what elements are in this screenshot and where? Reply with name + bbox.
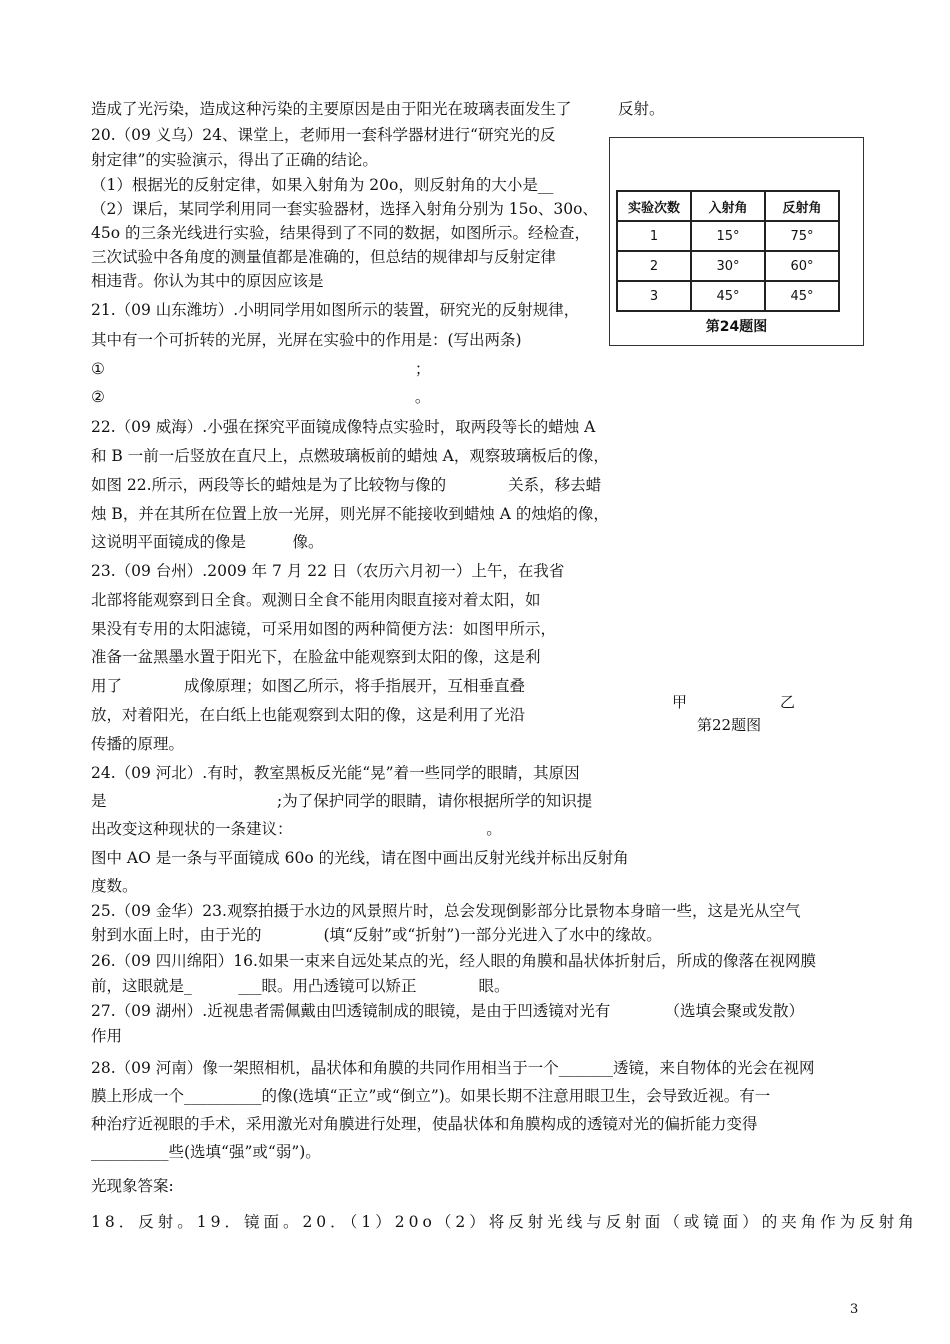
text-line: __________些(选填“强”或“弱”)。	[91, 1143, 321, 1161]
answers-heading: 光现象答案:	[91, 1177, 174, 1195]
text-line: ① ；	[91, 360, 431, 378]
table-cell: 1	[617, 221, 691, 251]
table-header: 实验次数	[617, 191, 691, 221]
table-cell: 30°	[691, 251, 765, 281]
text-line: 准备一盆黑墨水置于阳光下，在脸盆中能观察到太阳的像，这是利	[91, 648, 541, 666]
text-line: 射定律”的实验演示，得出了正确的结论。	[91, 151, 378, 169]
table-cell: 60°	[765, 251, 839, 281]
question-28: 28.（09 河南）像一架照相机，晶状体和角膜的共同作用相当于一个_______透镜，来自物体的光会在视网	[91, 1059, 815, 1077]
table-cell: 15°	[691, 221, 765, 251]
table-cell: 45°	[765, 281, 839, 311]
table-header: 入射角	[691, 191, 765, 221]
text-line: 烛 B，并在其所在位置上放一光屏，则光屏不能接收到蜡烛 A 的烛焰的像，	[91, 505, 609, 523]
question-27: 27.（09 湖州）.近视患者需佩戴由凹透镜制成的眼镜，是由于凹透镜对光有 （选填会聚或发散）	[91, 1002, 804, 1020]
text-line: 相违背。你认为其中的原因应该是	[91, 272, 324, 290]
text-line: 图中 AO 是一条与平面镜成 60o 的光线，请在图中画出反射光线并标出反射角	[91, 849, 629, 867]
text-line: ② 。	[91, 388, 431, 406]
text-line: （2）课后，某同学利用同一套实验器材，选择入射角分别为 15o、30o、	[91, 200, 598, 218]
table-cell: 2	[617, 251, 691, 281]
question-20: 20.（09 义乌）24、课堂上，老师用一套科学器材进行“研究光的反	[91, 126, 556, 144]
text-line: 用了 成像原理；如图乙所示，将手指展开，互相垂直叠	[91, 677, 526, 695]
question-24: 24.（09 河北）.有时，教室黑板反光能“晃”着一些同学的眼睛，其原因	[91, 764, 580, 782]
text-line: 种治疗近视眼的手术，采用激光对角膜进行处理，使晶状体和角膜构成的透镜对光的偏折能力变得	[91, 1115, 758, 1133]
question-21: 21.（09 山东潍坊）.小明同学用如图所示的装置，研究光的反射规律，	[91, 301, 580, 319]
text-line: 膜上形成一个__________的像(选填“正立”或“倒立”)。如果长期不注意用眼卫生，会导致近视。有一	[91, 1087, 771, 1105]
table-row	[617, 251, 839, 281]
question-23: 23.（09 台州）.2009 年 7 月 22 日（农历六月初一）上午，在我省	[91, 562, 565, 580]
text-line: 45o 的三条光线进行实验，结果得到了不同的数据，如图所示。经检查，	[91, 224, 590, 242]
text-line: 如图 22.所示，两段等长的蜡烛是为了比较物与像的 关系，移去蜡	[91, 476, 602, 494]
figure-22-caption: 第22题图	[697, 716, 762, 734]
text-line: 射到水面上时，由于光的 (填“反射”或“折射”)一部分光进入了水中的缘故。	[91, 926, 662, 944]
text-line: 度数。	[91, 877, 138, 895]
text-line: 三次试验中各角度的测量值都是准确的，但总结的规律却与反射定律	[91, 248, 557, 266]
figure-label-jia: 甲	[672, 693, 688, 711]
text-line: 这说明平面镜成的像是 像。	[91, 533, 324, 551]
text-line: 是 ;为了保护同学的眼睛，请你根据所学的知识提	[91, 792, 593, 810]
text-line: 和 B 一前一后竖放在直尺上，点燃玻璃板前的蜡烛 A，观察玻璃板后的像，	[91, 447, 609, 465]
text-line: 北部将能观察到日全食。观测日全食不能用肉眼直接对着太阳，如	[91, 591, 541, 609]
table-cell: 75°	[765, 221, 839, 251]
text-line: 传播的原理。	[91, 735, 185, 753]
figure-24	[609, 137, 864, 346]
text-line: 放，对着阳光，在白纸上也能观察到太阳的像，这是利用了光沿	[91, 706, 526, 724]
text-line: 出改变这种现状的一条建议： 。	[91, 820, 502, 838]
text-line: （1）根据光的反射定律，如果入射角为 20o，则反射角的大小是__	[91, 176, 554, 194]
text-line: 造成了光污染，造成这种污染的主要原因是由于阳光在玻璃表面发生了 反射。	[91, 100, 665, 118]
table-row	[617, 221, 839, 251]
table-header: 反射角	[765, 191, 839, 221]
question-25: 25.（09 金华）23.观察拍摄于水边的风景照片时，总会发现倒影部分比景物本身暗一些，这是光从空气	[91, 902, 801, 920]
question-22: 22.（09 威海）.小强在探究平面镜成像特点实验时，取两段等长的蜡烛 A	[91, 418, 596, 436]
question-26: 26.（09 四川绵阳）16.如果一束来自远处某点的光，经人眼的角膜和晶状体折射后，所成的像落在视网膜	[91, 952, 816, 970]
table-cell: 45°	[691, 281, 765, 311]
text-line: 其中有一个可折转的光屏，光屏在实验中的作用是：(写出两条)	[91, 331, 522, 349]
figure-caption: 第24题图	[705, 319, 768, 335]
table-cell: 3	[617, 281, 691, 311]
table-row	[617, 281, 839, 311]
text-line: 前，这眼就是_ ___眼。用凸透镜可以矫正 眼。	[91, 977, 510, 995]
experiment-table	[616, 190, 840, 312]
answers-line: 18．反射。19．镜面。20．（1）20o（2）将反射光线与反射面（或镜面）的夹角作为反射角	[91, 1213, 918, 1231]
figure-label-yi: 乙	[780, 693, 796, 711]
text-line: 果没有专用的太阳滤镜，可采用如图的两种简便方法：如图甲所示，	[91, 620, 557, 638]
page-number: 3	[850, 1302, 859, 1317]
text-line: 作用	[91, 1027, 123, 1045]
